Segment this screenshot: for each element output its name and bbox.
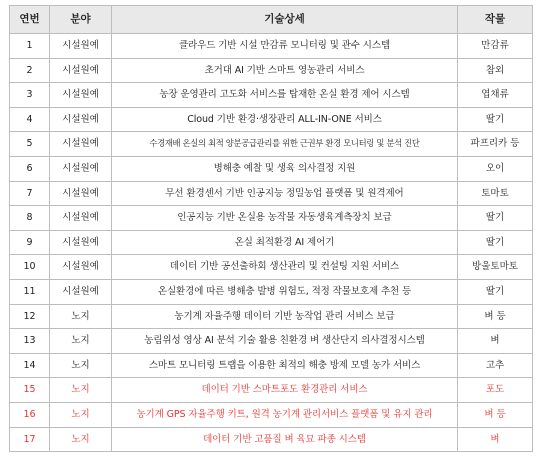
cell-no: 14 bbox=[10, 353, 50, 378]
table-header bbox=[10, 6, 533, 34]
cell-crop: 포도 bbox=[458, 378, 533, 403]
table-row bbox=[10, 402, 533, 427]
cell-desc: 농기계 GPS 자율주행 키트, 원격 농기계 관리서비스 플랫폼 및 유지 관리 bbox=[112, 402, 458, 427]
cell-field: 시설원예 bbox=[50, 279, 112, 304]
header-field: 분야 bbox=[50, 6, 112, 34]
cell-desc: 수경재배 온실의 최적 양분공급관리를 위한 근권부 환경 모니터링 및 분석 진단 bbox=[112, 132, 458, 157]
cell-no: 10 bbox=[10, 255, 50, 280]
cell-desc: 초거대 AI 기반 스마트 영농관리 서비스 bbox=[112, 58, 458, 83]
cell-field: 시설원예 bbox=[50, 230, 112, 255]
cell-crop: 만감류 bbox=[458, 34, 533, 59]
cell-no: 5 bbox=[10, 132, 50, 157]
table-row bbox=[10, 206, 533, 231]
table-row bbox=[10, 378, 533, 403]
cell-desc: 데이터 기반 공선출하회 생산관리 및 컨설팅 지원 서비스 bbox=[112, 255, 458, 280]
cell-crop: 토마토 bbox=[458, 181, 533, 206]
cell-field: 시설원예 bbox=[50, 107, 112, 132]
cell-crop: 방울토마토 bbox=[458, 255, 533, 280]
cell-desc: 스마트 모니터링 트랩을 이용한 최적의 해충 방제 모델 농가 서비스 bbox=[112, 353, 458, 378]
cell-crop: 고추 bbox=[458, 353, 533, 378]
cell-crop: 파프리카 등 bbox=[458, 132, 533, 157]
cell-crop: 오이 bbox=[458, 156, 533, 181]
tech-table bbox=[9, 5, 533, 452]
cell-desc: Cloud 기반 환경·생장관리 ALL-IN-ONE 서비스 bbox=[112, 107, 458, 132]
table-row bbox=[10, 329, 533, 354]
cell-no: 17 bbox=[10, 427, 50, 452]
cell-desc: 데이터 기반 고품질 벼 육묘 파종 시스템 bbox=[112, 427, 458, 452]
cell-field: 시설원예 bbox=[50, 181, 112, 206]
cell-field: 시설원예 bbox=[50, 34, 112, 59]
table-row bbox=[10, 156, 533, 181]
table-row bbox=[10, 132, 533, 157]
cell-crop: 벼 bbox=[458, 329, 533, 354]
cell-field: 시설원예 bbox=[50, 255, 112, 280]
cell-no: 2 bbox=[10, 58, 50, 83]
table-body bbox=[10, 34, 533, 452]
table-row bbox=[10, 304, 533, 329]
cell-crop: 벼 등 bbox=[458, 304, 533, 329]
table-row bbox=[10, 181, 533, 206]
table-row bbox=[10, 427, 533, 452]
table-row bbox=[10, 353, 533, 378]
cell-field: 시설원예 bbox=[50, 132, 112, 157]
cell-crop: 벼 등 bbox=[458, 402, 533, 427]
cell-desc: 클라우드 기반 시설 만감류 모니터링 및 관수 시스템 bbox=[112, 34, 458, 59]
table-row bbox=[10, 58, 533, 83]
cell-field: 노지 bbox=[50, 427, 112, 452]
table-row bbox=[10, 83, 533, 108]
cell-no: 11 bbox=[10, 279, 50, 304]
cell-no: 12 bbox=[10, 304, 50, 329]
cell-field: 노지 bbox=[50, 402, 112, 427]
header-crop: 작물 bbox=[458, 6, 533, 34]
cell-no: 16 bbox=[10, 402, 50, 427]
cell-desc: 병해충 예찰 및 생육 의사결정 지원 bbox=[112, 156, 458, 181]
cell-no: 1 bbox=[10, 34, 50, 59]
cell-field: 노지 bbox=[50, 378, 112, 403]
cell-desc: 농림위성 영상 AI 분석 기술 활용 친환경 벼 생산단지 의사결정시스템 bbox=[112, 329, 458, 354]
table-row bbox=[10, 255, 533, 280]
header-desc: 기술상세 bbox=[112, 6, 458, 34]
cell-field: 노지 bbox=[50, 304, 112, 329]
cell-field: 시설원예 bbox=[50, 206, 112, 231]
cell-desc: 데이터 기반 스마트포도 환경관리 서비스 bbox=[112, 378, 458, 403]
cell-desc: 인공지능 기반 온실용 농작물 자동생육계측장치 보급 bbox=[112, 206, 458, 231]
tech-table-container bbox=[9, 5, 533, 452]
table-row bbox=[10, 107, 533, 132]
cell-crop: 딸기 bbox=[458, 206, 533, 231]
cell-no: 15 bbox=[10, 378, 50, 403]
cell-crop: 딸기 bbox=[458, 279, 533, 304]
cell-field: 시설원예 bbox=[50, 83, 112, 108]
cell-no: 6 bbox=[10, 156, 50, 181]
cell-desc: 무선 환경센서 기반 인공지능 정밀농업 플랫폼 및 원격제어 bbox=[112, 181, 458, 206]
table-row bbox=[10, 34, 533, 59]
cell-desc: 농장 운영관리 고도화 서비스를 탑재한 온실 환경 제어 시스템 bbox=[112, 83, 458, 108]
cell-no: 3 bbox=[10, 83, 50, 108]
cell-field: 노지 bbox=[50, 329, 112, 354]
cell-crop: 딸기 bbox=[458, 107, 533, 132]
cell-desc: 온실 최적환경 AI 제어기 bbox=[112, 230, 458, 255]
cell-no: 8 bbox=[10, 206, 50, 231]
cell-crop: 참외 bbox=[458, 58, 533, 83]
cell-crop: 벼 bbox=[458, 427, 533, 452]
table-row bbox=[10, 279, 533, 304]
cell-field: 노지 bbox=[50, 353, 112, 378]
cell-no: 4 bbox=[10, 107, 50, 132]
cell-field: 시설원예 bbox=[50, 58, 112, 83]
header-no: 연번 bbox=[10, 6, 50, 34]
table-row bbox=[10, 230, 533, 255]
cell-no: 7 bbox=[10, 181, 50, 206]
cell-crop: 딸기 bbox=[458, 230, 533, 255]
cell-no: 13 bbox=[10, 329, 50, 354]
cell-desc: 농기계 자율주행 데이터 기반 농작업 관리 서비스 보급 bbox=[112, 304, 458, 329]
cell-field: 시설원예 bbox=[50, 156, 112, 181]
cell-desc: 온실환경에 따른 병해충 발병 위험도, 적정 작물보호제 추천 등 bbox=[112, 279, 458, 304]
cell-crop: 엽채류 bbox=[458, 83, 533, 108]
cell-no: 9 bbox=[10, 230, 50, 255]
header-row bbox=[10, 6, 533, 34]
